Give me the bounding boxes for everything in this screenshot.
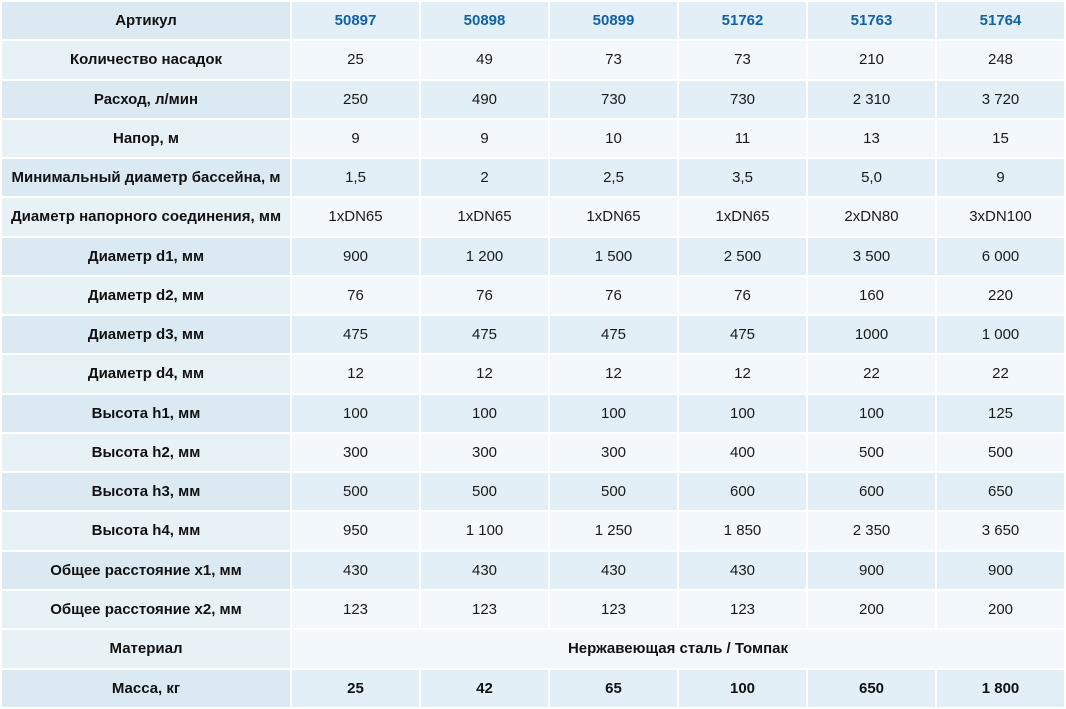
data-cell: 1 200 [420, 237, 549, 276]
mass-value: 650 [807, 669, 936, 708]
data-cell: 76 [420, 276, 549, 315]
data-cell: 73 [678, 40, 807, 79]
mass-value: 25 [291, 669, 420, 708]
data-cell: 500 [549, 472, 678, 511]
data-cell: 160 [807, 276, 936, 315]
row-label: Минимальный диаметр бассейна, м [1, 158, 291, 197]
data-cell: 2 500 [678, 237, 807, 276]
header-cell-article-number: 51762 [678, 1, 807, 40]
data-cell: 650 [936, 472, 1065, 511]
data-cell: 22 [807, 354, 936, 393]
mass-value: 100 [678, 669, 807, 708]
data-cell: 125 [936, 394, 1065, 433]
data-cell: 6 000 [936, 237, 1065, 276]
data-cell: 430 [420, 551, 549, 590]
header-cell-article-number: 50898 [420, 1, 549, 40]
header-cell-article-number: 51763 [807, 1, 936, 40]
data-cell: 200 [936, 590, 1065, 629]
table-row [1, 590, 1065, 629]
table-row [1, 119, 1065, 158]
data-cell: 76 [678, 276, 807, 315]
row-label: Диаметр d3, мм [1, 315, 291, 354]
data-cell: 2 310 [807, 80, 936, 119]
row-label: Количество насадок [1, 40, 291, 79]
data-cell: 15 [936, 119, 1065, 158]
table-header-row [1, 1, 1065, 40]
row-label: Высота h2, мм [1, 433, 291, 472]
data-cell: 475 [678, 315, 807, 354]
data-cell: 250 [291, 80, 420, 119]
data-cell: 9 [936, 158, 1065, 197]
data-cell: 200 [807, 590, 936, 629]
data-cell: 475 [549, 315, 678, 354]
material-value: Нержавеющая сталь / Томпак [291, 629, 1065, 668]
data-cell: 730 [678, 80, 807, 119]
data-cell: 900 [807, 551, 936, 590]
data-cell: 1000 [807, 315, 936, 354]
data-cell: 1xDN65 [420, 197, 549, 236]
data-cell: 100 [678, 394, 807, 433]
data-cell: 100 [549, 394, 678, 433]
data-cell: 3 500 [807, 237, 936, 276]
table-row [1, 433, 1065, 472]
data-cell: 500 [291, 472, 420, 511]
data-cell: 500 [807, 433, 936, 472]
data-cell: 3 720 [936, 80, 1065, 119]
data-cell: 5,0 [807, 158, 936, 197]
data-cell: 2,5 [549, 158, 678, 197]
data-cell: 300 [420, 433, 549, 472]
data-cell: 1xDN65 [678, 197, 807, 236]
data-cell: 12 [420, 354, 549, 393]
data-cell: 25 [291, 40, 420, 79]
data-cell: 9 [420, 119, 549, 158]
data-cell: 1 250 [549, 511, 678, 550]
data-cell: 9 [291, 119, 420, 158]
mass-value: 65 [549, 669, 678, 708]
data-cell: 11 [678, 119, 807, 158]
table-row [1, 197, 1065, 236]
row-label: Диаметр d2, мм [1, 276, 291, 315]
data-cell: 730 [549, 80, 678, 119]
data-cell: 900 [936, 551, 1065, 590]
row-label: Расход, л/мин [1, 80, 291, 119]
data-cell: 475 [420, 315, 549, 354]
row-label: Общее расстояние x2, мм [1, 590, 291, 629]
data-cell: 1 000 [936, 315, 1065, 354]
data-cell: 600 [678, 472, 807, 511]
table-row [1, 551, 1065, 590]
data-cell: 22 [936, 354, 1065, 393]
header-cell-article-number: 51764 [936, 1, 1065, 40]
table-row [1, 394, 1065, 433]
data-cell: 123 [291, 590, 420, 629]
mass-row [1, 669, 1065, 708]
data-cell: 13 [807, 119, 936, 158]
row-label: Диаметр d1, мм [1, 237, 291, 276]
table-row [1, 80, 1065, 119]
data-cell: 430 [549, 551, 678, 590]
row-label: Высота h3, мм [1, 472, 291, 511]
table-row [1, 276, 1065, 315]
data-cell: 123 [549, 590, 678, 629]
data-cell: 100 [807, 394, 936, 433]
data-cell: 1,5 [291, 158, 420, 197]
data-cell: 400 [678, 433, 807, 472]
table-row [1, 354, 1065, 393]
data-cell: 100 [291, 394, 420, 433]
data-cell: 1 850 [678, 511, 807, 550]
data-cell: 210 [807, 40, 936, 79]
header-cell-article-number: 50899 [549, 1, 678, 40]
data-cell: 300 [549, 433, 678, 472]
data-cell: 900 [291, 237, 420, 276]
table-row [1, 158, 1065, 197]
material-row [1, 629, 1065, 668]
data-cell: 600 [807, 472, 936, 511]
data-cell: 490 [420, 80, 549, 119]
table-row [1, 40, 1065, 79]
data-cell: 300 [291, 433, 420, 472]
data-cell: 3,5 [678, 158, 807, 197]
row-label: Напор, м [1, 119, 291, 158]
row-label-mass: Масса, кг [1, 669, 291, 708]
table-row [1, 472, 1065, 511]
data-cell: 1xDN65 [549, 197, 678, 236]
data-cell: 10 [549, 119, 678, 158]
data-cell: 2 [420, 158, 549, 197]
table-row [1, 315, 1065, 354]
data-cell: 76 [549, 276, 678, 315]
data-cell: 123 [678, 590, 807, 629]
data-cell: 76 [291, 276, 420, 315]
row-label: Высота h1, мм [1, 394, 291, 433]
data-cell: 1 500 [549, 237, 678, 276]
data-cell: 2 350 [807, 511, 936, 550]
data-cell: 1xDN65 [291, 197, 420, 236]
table-row [1, 511, 1065, 550]
data-cell: 49 [420, 40, 549, 79]
data-cell: 100 [420, 394, 549, 433]
data-cell: 430 [678, 551, 807, 590]
data-cell: 220 [936, 276, 1065, 315]
row-label-material: Материал [1, 629, 291, 668]
data-cell: 2xDN80 [807, 197, 936, 236]
data-cell: 248 [936, 40, 1065, 79]
mass-value: 42 [420, 669, 549, 708]
table-row [1, 237, 1065, 276]
row-label: Высота h4, мм [1, 511, 291, 550]
row-label: Диаметр напорного соединения, мм [1, 197, 291, 236]
header-label-article: Артикул [1, 1, 291, 40]
data-cell: 950 [291, 511, 420, 550]
data-cell: 3 650 [936, 511, 1065, 550]
data-cell: 12 [291, 354, 420, 393]
data-cell: 3xDN100 [936, 197, 1065, 236]
data-cell: 12 [678, 354, 807, 393]
data-cell: 1 100 [420, 511, 549, 550]
data-cell: 12 [549, 354, 678, 393]
data-cell: 500 [420, 472, 549, 511]
header-cell-article-number: 50897 [291, 1, 420, 40]
data-cell: 73 [549, 40, 678, 79]
data-cell: 475 [291, 315, 420, 354]
row-label: Общее расстояние x1, мм [1, 551, 291, 590]
row-label: Диаметр d4, мм [1, 354, 291, 393]
mass-value: 1 800 [936, 669, 1065, 708]
data-cell: 500 [936, 433, 1065, 472]
data-cell: 430 [291, 551, 420, 590]
data-cell: 123 [420, 590, 549, 629]
